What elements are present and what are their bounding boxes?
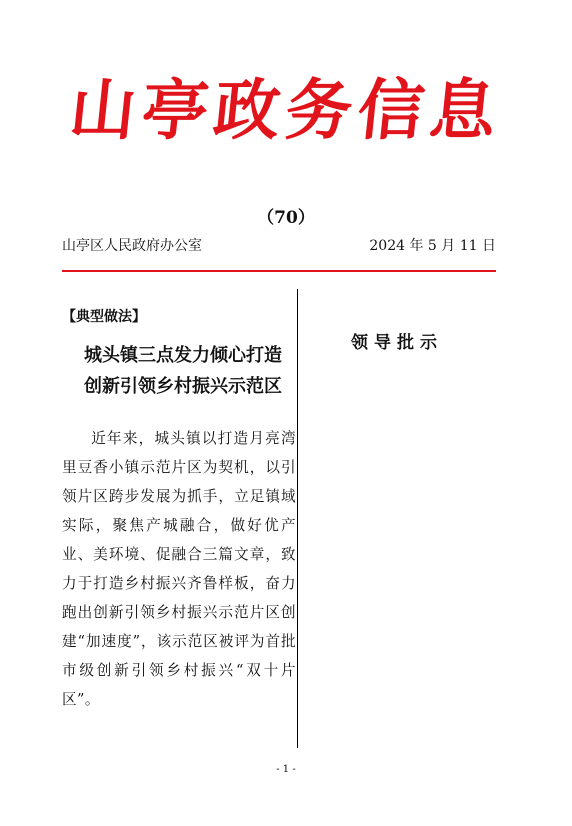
article-body: 近年来，城头镇以打造月亮湾里豆香小镇示范片区为契机，以引领片区跨步发展为抓手，立足镇域实际，聚焦产城融合，做好优产业、美环境、促融合三篇文章，致力于打造乡村振兴齐鲁样板，奋力跑出创新引领乡村振兴示范片区创建“加速度”，该示范区被评为首批市级创新引领乡村振兴“双十片区”。 xyxy=(62,430,296,708)
issue-number: （70） xyxy=(257,208,315,228)
publish-date: 2024 年 5 月 11 日 xyxy=(369,238,496,254)
masthead-title: 山亭政务信息 xyxy=(65,71,507,149)
sidebar-title: 领导批示 xyxy=(351,333,443,353)
headline-line-1: 城头镇三点发力倾心打造 xyxy=(84,345,282,366)
section-tag: 【典型做法】 xyxy=(62,309,146,325)
publisher: 山亭区人民政府办公室 xyxy=(62,238,202,254)
column-divider xyxy=(297,289,298,748)
article-headline xyxy=(84,340,289,402)
page-number: - 1 - xyxy=(276,764,296,775)
red-divider xyxy=(62,270,496,272)
headline-line-2: 创新引领乡村振兴示范区 xyxy=(84,376,282,397)
